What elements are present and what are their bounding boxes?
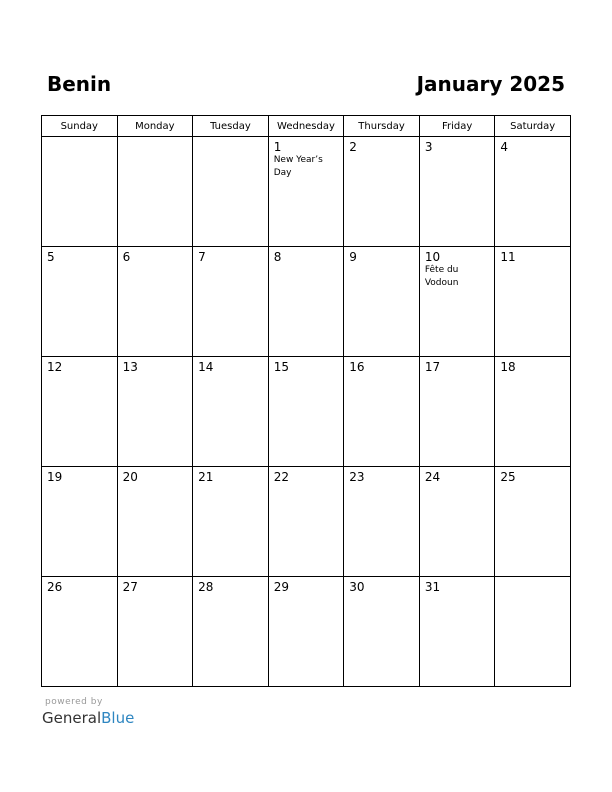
day-number: 25 [500, 470, 516, 484]
calendar-day-cell [193, 357, 269, 467]
powered-by-text: powered by [45, 697, 103, 707]
calendar-day-cell [117, 137, 193, 247]
calendar-day-cell [268, 137, 344, 247]
weekday-friday: Friday [419, 116, 495, 137]
day-number: 14 [198, 360, 214, 374]
calendar-day-cell [117, 467, 193, 577]
calendar-day-cell [419, 137, 495, 247]
footer-branding [42, 697, 134, 728]
calendar-day-cell [268, 247, 344, 357]
day-number: 29 [273, 580, 289, 594]
brand-general-text: General [42, 709, 102, 727]
calendar-day-cell [419, 357, 495, 467]
calendar-grid [41, 115, 571, 687]
weekday-tuesday: Tuesday [193, 116, 269, 137]
weekday-thursday: Thursday [344, 116, 420, 137]
calendar-day-cell [268, 467, 344, 577]
month-year-title: January 2025 [416, 72, 565, 96]
day-number: 9 [349, 250, 357, 264]
day-number: 18 [500, 360, 516, 374]
day-number: 27 [122, 580, 138, 594]
calendar-day-cell [419, 247, 495, 357]
day-number: 7 [198, 250, 206, 264]
calendar-week-row [42, 137, 571, 247]
country-title: Benin [47, 72, 112, 96]
calendar-day-cell [193, 247, 269, 357]
calendar-day-cell [268, 357, 344, 467]
day-number: 28 [198, 580, 214, 594]
day-number: 17 [424, 360, 441, 374]
day-number: 6 [122, 250, 131, 264]
day-number: 5 [47, 250, 55, 264]
day-number: 15 [273, 360, 289, 374]
day-number: 30 [349, 580, 365, 594]
day-number: 16 [349, 360, 365, 374]
day-number: 4 [500, 140, 509, 154]
holiday-label: Fête du Vodoun [424, 265, 459, 288]
calendar-day-cell [495, 247, 571, 357]
calendar-day-cell [344, 467, 420, 577]
calendar-day-cell [268, 577, 344, 687]
day-number: 3 [424, 140, 433, 154]
weekday-monday: Monday [117, 116, 193, 137]
day-number: 19 [47, 470, 63, 484]
day-number: 24 [424, 470, 441, 484]
calendar-day-cell [193, 137, 269, 247]
day-number: 10 [424, 250, 441, 264]
calendar-day-cell [419, 467, 495, 577]
day-number: 8 [273, 250, 282, 264]
calendar-week-row [42, 467, 571, 577]
calendar-day-cell [117, 247, 193, 357]
calendar-week-row [42, 357, 571, 467]
day-number: 31 [424, 580, 441, 594]
calendar-day-cell [193, 577, 269, 687]
weekday-saturday: Saturday [495, 116, 571, 137]
calendar-day-cell [193, 467, 269, 577]
day-number: 22 [273, 470, 289, 484]
calendar-day-cell [42, 247, 118, 357]
calendar-day-cell [344, 357, 420, 467]
calendar-week-row [42, 247, 571, 357]
weekday-sunday: Sunday [42, 116, 118, 137]
day-number: 12 [47, 360, 63, 374]
weekday-header-row [42, 116, 571, 137]
day-number: 26 [47, 580, 63, 594]
day-number: 21 [198, 470, 214, 484]
calendar-week-row [42, 577, 571, 687]
calendar-day-cell [344, 137, 420, 247]
calendar-day-cell [419, 577, 495, 687]
calendar-day-cell [495, 467, 571, 577]
generalblue-logo [42, 708, 134, 728]
brand-blue-text: Blue [101, 709, 135, 727]
day-number: 23 [349, 470, 365, 484]
calendar-day-cell [117, 357, 193, 467]
holiday-label: New Year’s Day [273, 155, 323, 178]
calendar-day-cell [117, 577, 193, 687]
calendar-day-cell [42, 577, 118, 687]
calendar-day-cell [495, 137, 571, 247]
day-number: 13 [122, 360, 138, 374]
calendar-day-cell [495, 357, 571, 467]
weekday-wednesday: Wednesday [268, 116, 344, 137]
day-number: 2 [349, 140, 357, 154]
calendar-day-cell [344, 577, 420, 687]
calendar-day-cell [42, 357, 118, 467]
day-number: 1 [273, 140, 282, 154]
calendar-day-cell [344, 247, 420, 357]
day-number: 11 [500, 250, 516, 264]
calendar-day-cell [495, 577, 571, 687]
day-number: 20 [122, 470, 138, 484]
calendar-day-cell [42, 137, 118, 247]
calendar-day-cell [42, 467, 118, 577]
